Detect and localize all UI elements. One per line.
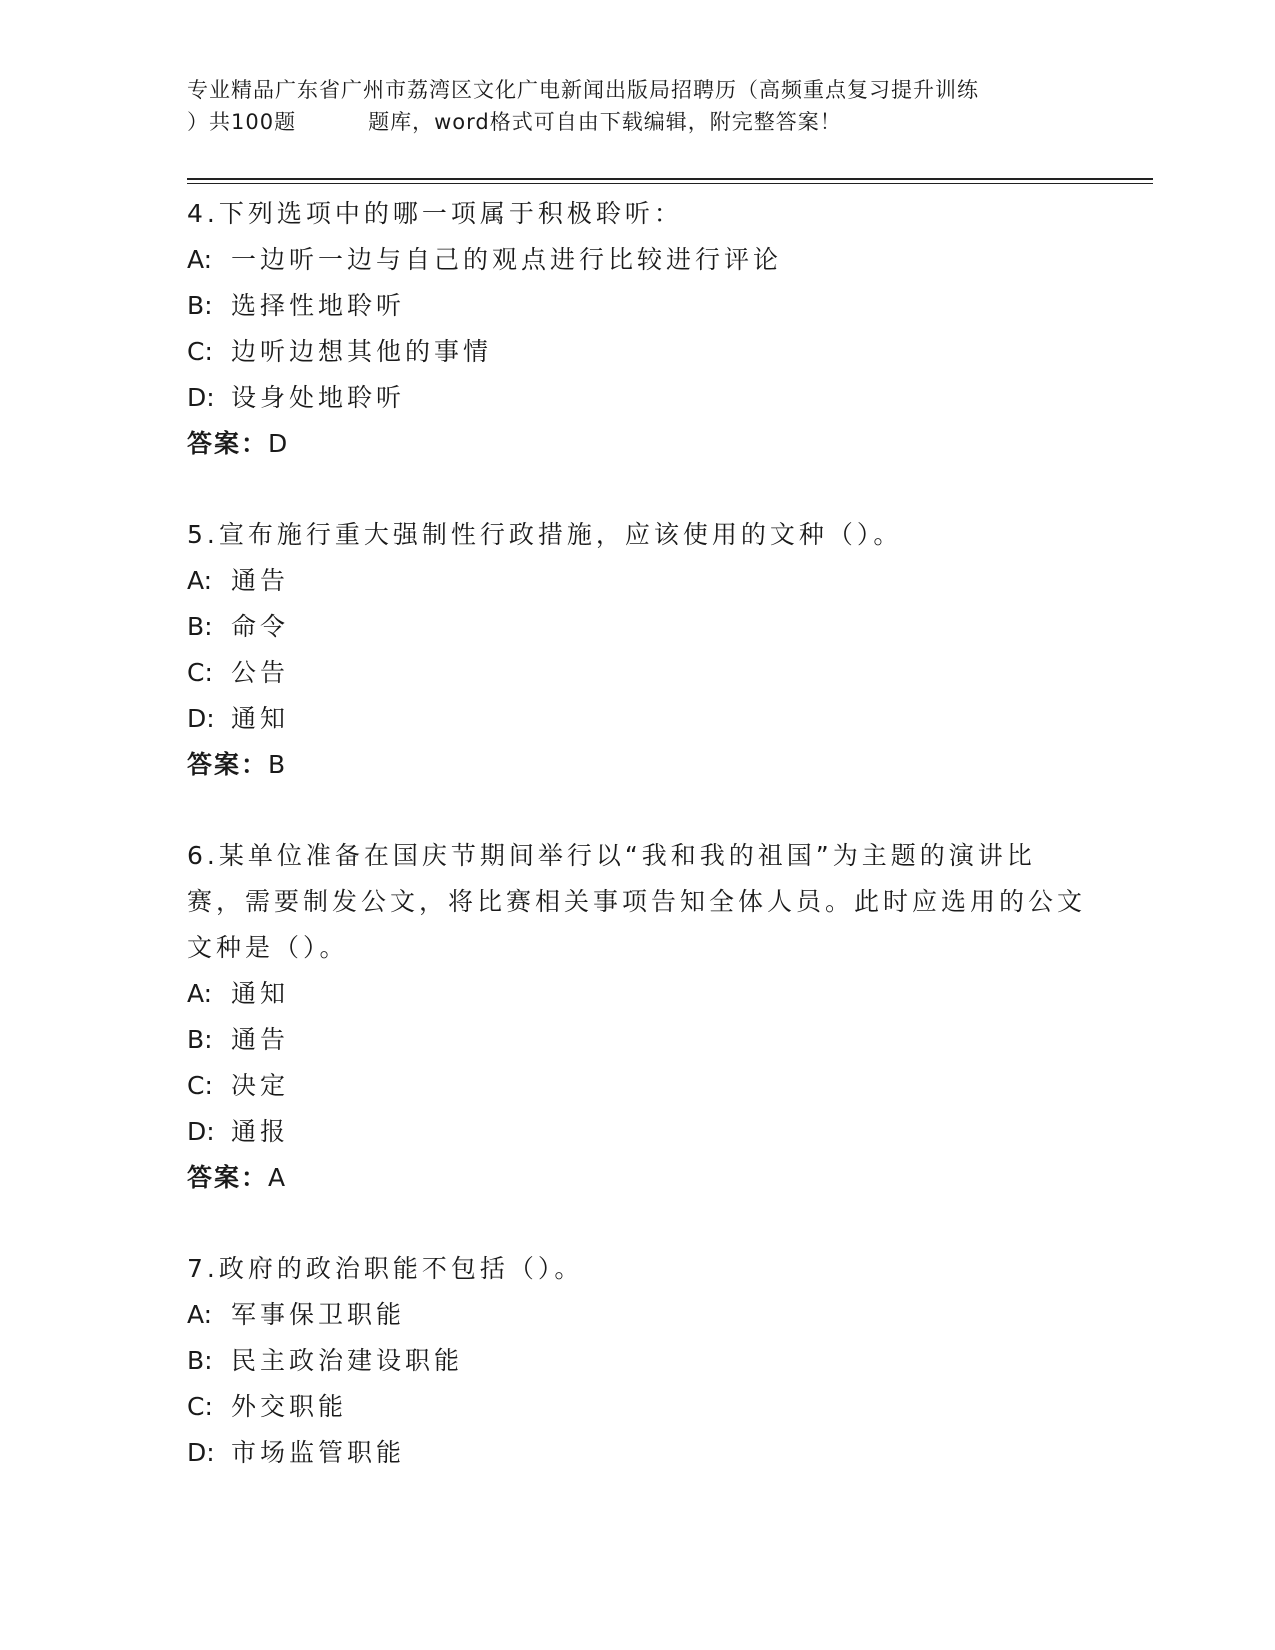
question-item: [187, 1246, 1087, 1476]
answer-value: D: [268, 429, 290, 458]
question-text: 4.下列选项中的哪一项属于积极聆听：: [187, 199, 683, 228]
option-d: D: 通报: [187, 1117, 290, 1146]
option-b: B: 民主政治建设职能: [187, 1346, 464, 1375]
question-list: [187, 191, 1087, 1521]
header-divider-thin: [187, 183, 1153, 184]
header-title-line-1: 专业精品广东省广州市荔湾区文化广电新闻出版局招聘历（高频重点复习提升训练: [187, 78, 979, 102]
answer-label: 答案：: [187, 750, 269, 779]
option-d: D: 通知: [187, 704, 290, 733]
option-c: C: 公告: [187, 658, 290, 687]
question-item: [187, 512, 1087, 788]
header-title-line-2: [187, 106, 1107, 138]
answer-value: A: [268, 1163, 288, 1192]
header-divider-thick: [187, 178, 1153, 180]
option-c: C: 外交职能: [187, 1392, 348, 1421]
header-description: 题库，word格式可自由下载编辑，附完整答案！: [368, 110, 842, 134]
answer-value: B: [268, 750, 288, 779]
question-item: [187, 191, 1087, 467]
option-c: C: 边听边想其他的事情: [187, 337, 493, 366]
answer-line: [187, 1155, 1087, 1201]
question-text: 7.政府的政治职能不包括（）。: [187, 1254, 584, 1283]
document-header: [187, 74, 1107, 138]
question-text: 5.宣布施行重大强制性行政措施，应该使用的文种（）。: [187, 520, 903, 549]
option-b: B: 选择性地聆听: [187, 291, 406, 320]
option-a: A: 军事保卫职能: [187, 1300, 406, 1329]
header-question-count: ）共100题: [187, 110, 297, 134]
answer-line: [187, 742, 1087, 788]
option-b: B: 通告: [187, 1025, 290, 1054]
option-a: A: 通告: [187, 566, 290, 595]
question-item: [187, 833, 1087, 1201]
option-a: A: 一边听一边与自己的观点进行比较进行评论: [187, 245, 783, 274]
question-text: 6.某单位准备在国庆节期间举行以“我和我的祖国”为主题的演讲比赛，需要制发公文，将比赛相关事项告知全体人员。此时应选用的公文文种是（）。: [187, 841, 1087, 962]
option-d: D: 设身处地聆听: [187, 383, 406, 412]
option-b: B: 命令: [187, 612, 290, 641]
option-c: C: 决定: [187, 1071, 290, 1100]
answer-label: 答案：: [187, 429, 269, 458]
answer-label: 答案：: [187, 1163, 269, 1192]
option-a: A: 通知: [187, 979, 290, 1008]
answer-line: [187, 421, 1087, 467]
option-d: D: 市场监管职能: [187, 1438, 406, 1467]
